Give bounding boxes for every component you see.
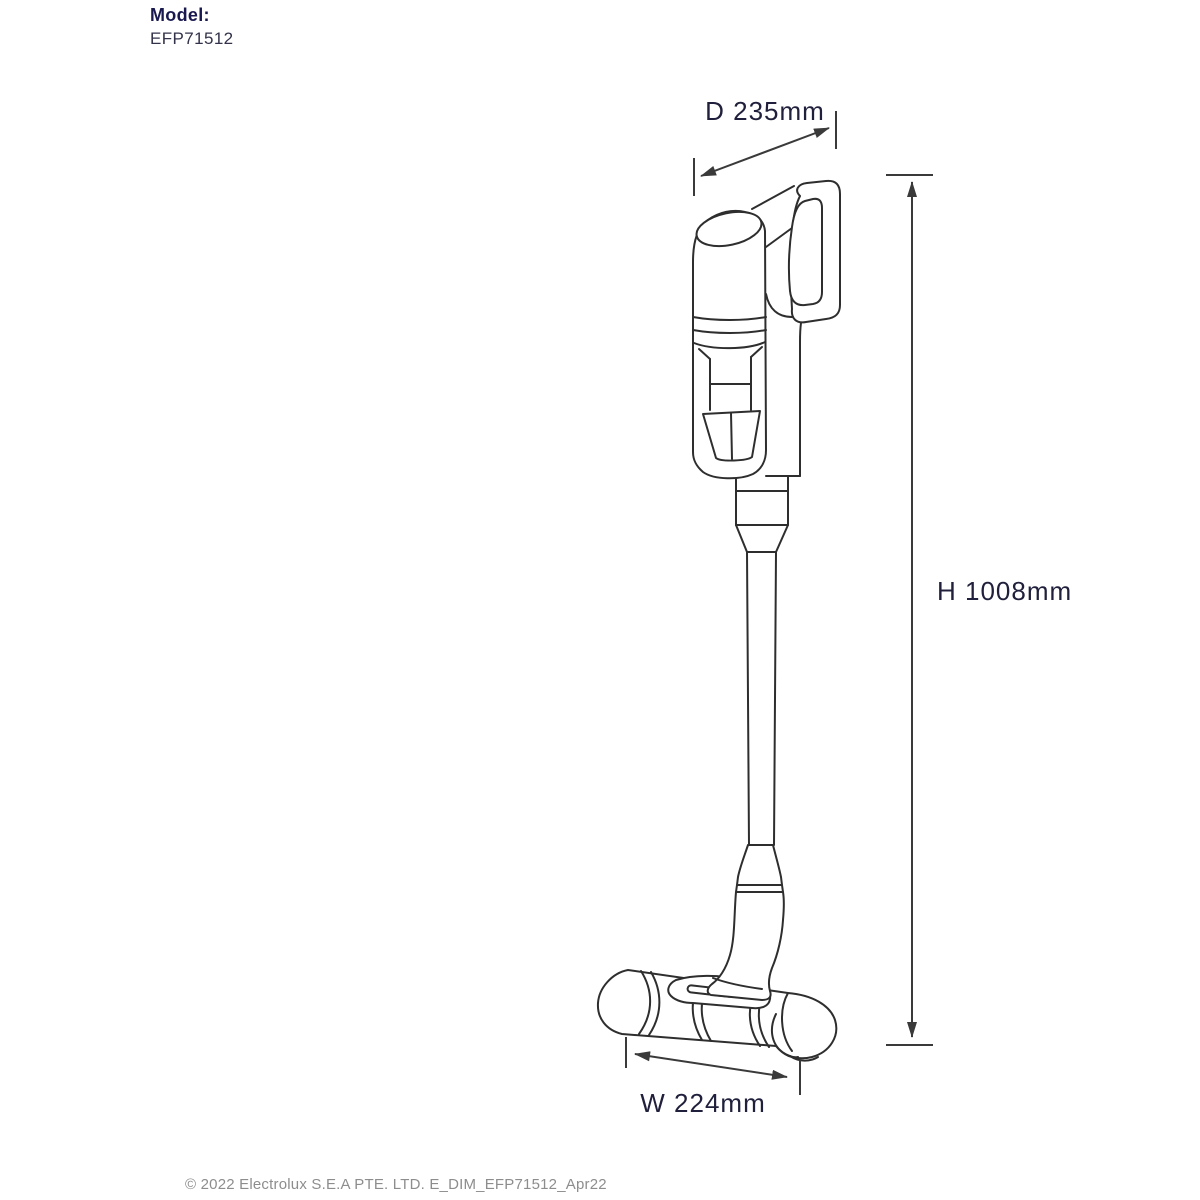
model-number: EFP71512 xyxy=(150,28,234,48)
height-dimension-arrow xyxy=(886,175,933,1045)
depth-dimension-label: D 235mm xyxy=(705,96,825,126)
vacuum-wand xyxy=(736,470,788,845)
model-block xyxy=(150,5,234,48)
copyright-text: © 2022 Electrolux S.E.A PTE. LTD. E_DIM_EFP71512_Apr22 xyxy=(185,1176,607,1193)
vacuum-motor-and-dust-cup xyxy=(693,206,766,478)
width-dimension-label: W 224mm xyxy=(640,1088,766,1118)
model-heading: Model: xyxy=(150,5,210,25)
height-dimension-label: H 1008mm xyxy=(937,576,1073,606)
vacuum-neck-joint xyxy=(708,845,784,1000)
